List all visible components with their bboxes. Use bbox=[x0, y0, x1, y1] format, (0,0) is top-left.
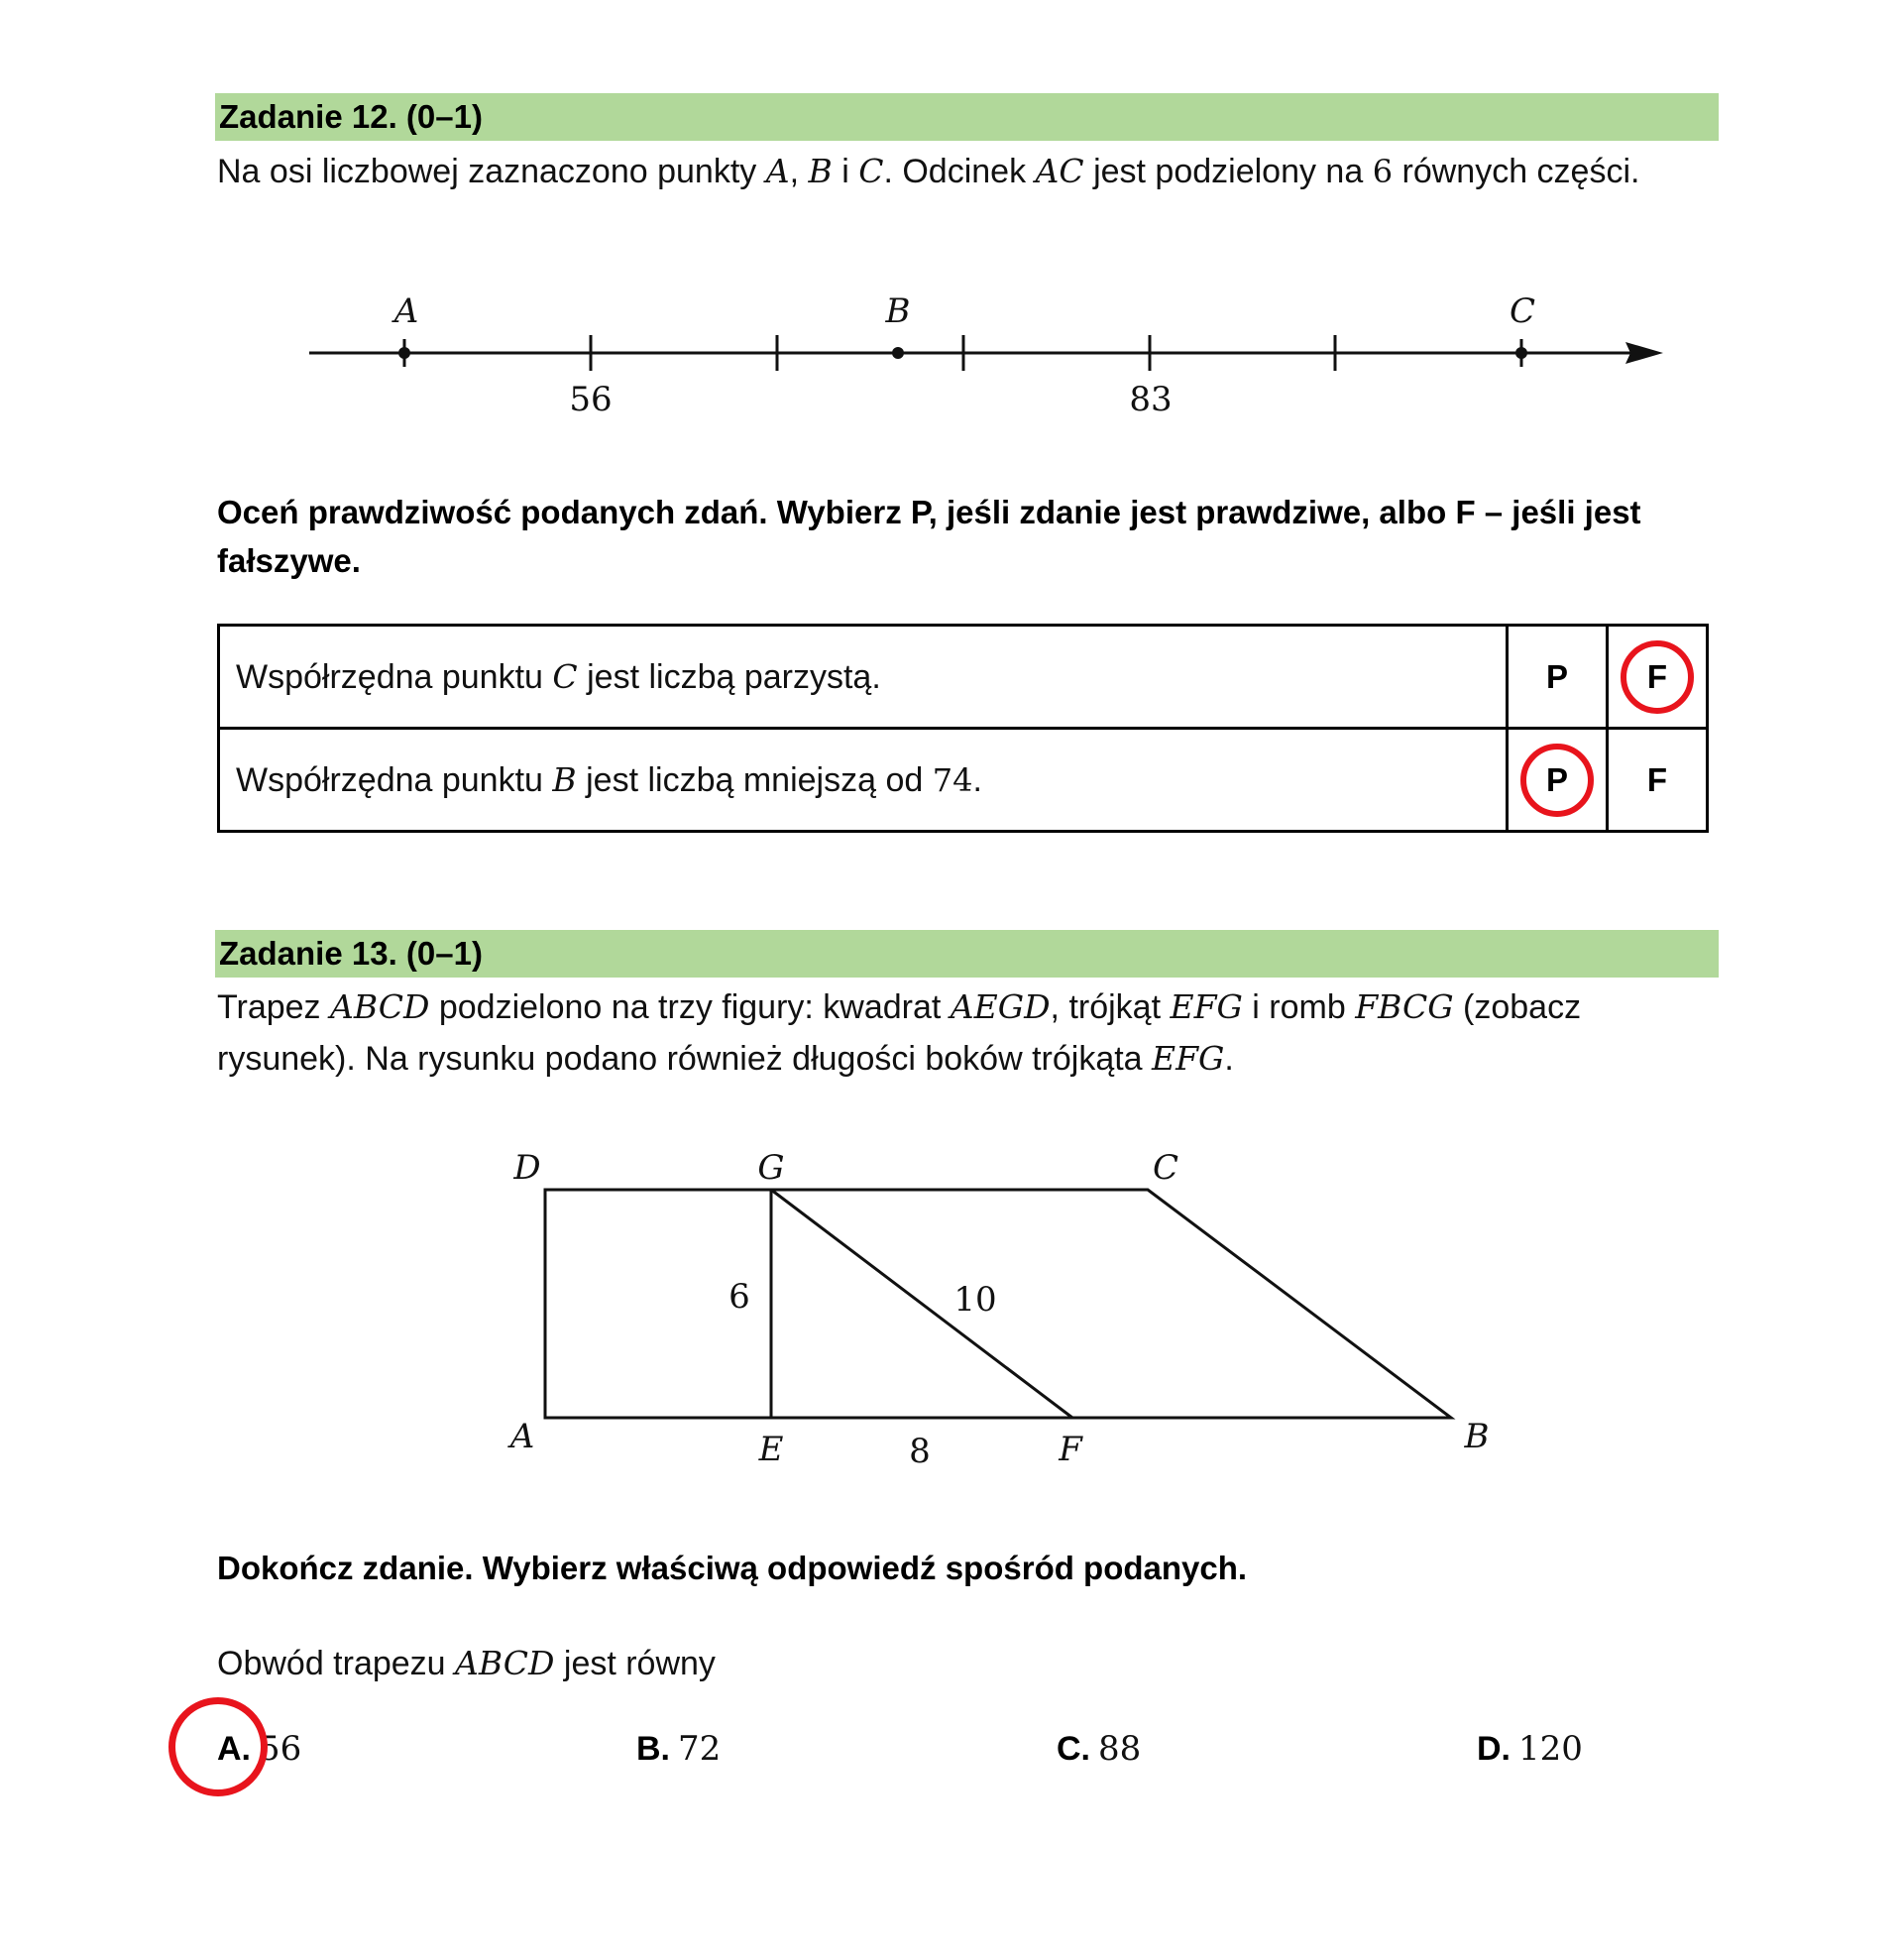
trapezoid-outline bbox=[545, 1190, 1451, 1418]
option-label: P bbox=[1545, 657, 1568, 695]
answer-selection-circle bbox=[168, 1697, 268, 1796]
task13-intro-text: podzielono na trzy figury: kwadrat bbox=[429, 988, 951, 1026]
task12-intro-text: Na osi liczbowej zaznaczono punkty bbox=[217, 153, 766, 190]
statement-text: jest liczbą mniejszą od bbox=[576, 760, 933, 799]
number-74: 74 bbox=[932, 760, 973, 799]
vertex-b: B bbox=[1464, 1417, 1490, 1456]
math-abcd: ABCD bbox=[455, 1644, 555, 1682]
answer-b[interactable] bbox=[636, 1719, 721, 1779]
math-c: C bbox=[858, 152, 884, 190]
math-efg: EFG bbox=[1152, 1039, 1225, 1078]
math-a: A bbox=[765, 152, 790, 190]
task13-intro-text: Trapez bbox=[217, 988, 331, 1026]
math-efg: EFG bbox=[1170, 987, 1243, 1026]
math-fbcg: FBCG bbox=[1355, 987, 1454, 1026]
option-label: F bbox=[1646, 657, 1668, 695]
answer-d[interactable] bbox=[1477, 1719, 1583, 1779]
math-aegd: AEGD bbox=[950, 987, 1051, 1026]
point-c-label: C bbox=[1509, 291, 1536, 331]
vertex-a: A bbox=[509, 1417, 535, 1456]
task13-header-text: Zadanie 13. (0–1) bbox=[219, 935, 483, 972]
answer-letter: D. bbox=[1477, 1730, 1511, 1768]
task13-instruction: Dokończ zdanie. Wybierz właściwą odpowiedź spośród podanych. bbox=[217, 1550, 1248, 1586]
answer-value: 120 bbox=[1518, 1729, 1583, 1769]
task12-intro-text: , bbox=[789, 153, 809, 190]
statement-text: . bbox=[972, 760, 982, 799]
answer-letter: A. bbox=[217, 1730, 251, 1768]
answer-value: 56 bbox=[259, 1729, 302, 1769]
task13-intro-text: . bbox=[1224, 1040, 1234, 1078]
answer-value: 72 bbox=[678, 1729, 722, 1769]
task13-intro-text: i romb bbox=[1242, 988, 1356, 1026]
length-gf: 10 bbox=[953, 1280, 997, 1320]
statement-text: Współrzędna punktu bbox=[236, 657, 553, 696]
length-ef: 8 bbox=[909, 1432, 931, 1471]
math-c: C bbox=[552, 656, 578, 696]
vertex-g: G bbox=[757, 1148, 785, 1188]
task12-intro-text: jest podzielony na bbox=[1083, 153, 1373, 190]
task13-intro-text: (zobacz rysunek). Na rysunku podano również długości boków trójkąta bbox=[217, 988, 1582, 1078]
option-label: P bbox=[1545, 760, 1568, 798]
math-abcd: ABCD bbox=[330, 987, 430, 1026]
tick-label-83: 83 bbox=[1129, 380, 1173, 419]
point-b-label: B bbox=[885, 291, 911, 331]
math-b: B bbox=[808, 152, 833, 190]
vertex-d: D bbox=[513, 1148, 541, 1188]
answer-c[interactable] bbox=[1057, 1719, 1141, 1779]
vertex-f: F bbox=[1059, 1430, 1082, 1469]
math-ac: AC bbox=[1035, 152, 1084, 190]
answer-letter: B. bbox=[636, 1730, 670, 1768]
question-text: Obwód trapezu bbox=[217, 1645, 456, 1682]
task12-instruction: Oceń prawdziwość podanych zdań. Wybierz P, jeśli zdanie jest prawdziwe, albo F – jeśli jest fałszywe. bbox=[217, 494, 1641, 579]
task13-intro-text: , trójkąt bbox=[1050, 988, 1171, 1026]
task12-intro-text: i bbox=[832, 153, 859, 190]
statement-text: Współrzędna punktu bbox=[236, 760, 553, 799]
tick-label-56: 56 bbox=[569, 380, 613, 419]
task12-header-text: Zadanie 12. (0–1) bbox=[219, 98, 483, 135]
point-a-label: A bbox=[393, 291, 419, 331]
answer-value: 88 bbox=[1098, 1729, 1142, 1769]
vertex-c: C bbox=[1152, 1148, 1179, 1188]
vertex-e: E bbox=[758, 1430, 784, 1469]
math-b: B bbox=[552, 759, 577, 799]
selection-circle bbox=[1621, 640, 1694, 714]
length-ge: 6 bbox=[728, 1277, 750, 1317]
task12-intro-text: równych części. bbox=[1393, 153, 1640, 190]
selection-circle bbox=[1520, 744, 1594, 817]
statement-text: jest liczbą parzystą. bbox=[577, 657, 881, 696]
question-text: jest równy bbox=[554, 1645, 716, 1682]
segment-gf bbox=[771, 1190, 1072, 1418]
task12-intro-text: . Odcinek bbox=[883, 153, 1036, 190]
option-label: F bbox=[1646, 760, 1668, 798]
task13-question bbox=[217, 1638, 1714, 1689]
number-six: 6 bbox=[1372, 153, 1394, 190]
answer-letter: C. bbox=[1057, 1730, 1090, 1768]
